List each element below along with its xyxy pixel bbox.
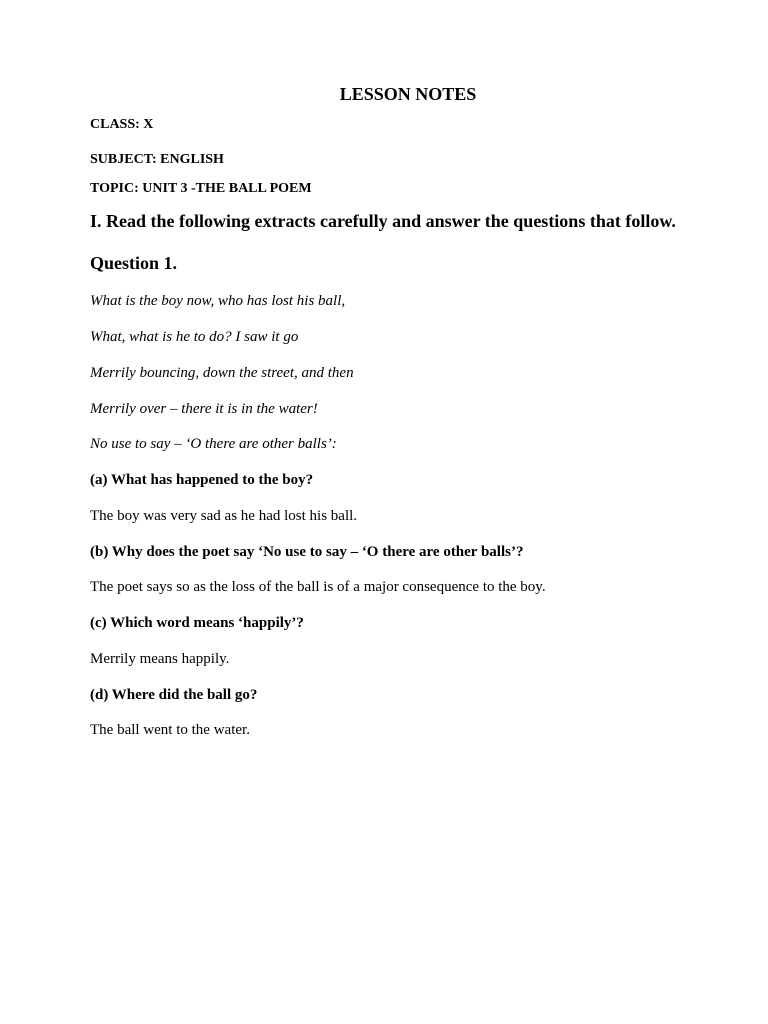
subject-line: SUBJECT: ENGLISH — [90, 152, 224, 167]
extract-line: Merrily over – there it is in the water! — [90, 401, 318, 417]
instruction-heading: I. Read the following extracts carefully and answer the questions that follow. — [90, 211, 676, 231]
answer-a: The boy was very sad as he had lost his ball. — [90, 508, 358, 524]
answer-d: The ball went to the water. — [90, 722, 250, 738]
extract-line: Merrily bouncing, down the street, and then — [90, 365, 354, 381]
extract-line: What, what is he to do? I saw it go — [90, 329, 299, 345]
class-line: CLASS: X — [90, 117, 154, 132]
extract-line: What is the boy now, who has lost his ball, — [90, 293, 346, 309]
document-title: LESSON NOTES — [339, 84, 477, 104]
answer-b: The poet says so as the loss of the ball is of a major consequence to the boy. — [90, 579, 546, 595]
question-a: (a) What has happened to the boy? — [90, 472, 314, 488]
question-d: (d) Where did the ball go? — [90, 687, 258, 703]
question-b: (b) Why does the poet say ‘No use to say – ‘O there are other balls’? — [90, 544, 524, 560]
answer-c: Merrily means happily. — [90, 651, 230, 667]
topic-line: TOPIC: UNIT 3 -THE BALL POEM — [90, 181, 312, 196]
question-heading: Question 1. — [90, 253, 178, 273]
extract-line: No use to say – ‘O there are other balls’: — [90, 436, 337, 452]
question-c: (c) Which word means ‘happily’? — [90, 615, 304, 631]
